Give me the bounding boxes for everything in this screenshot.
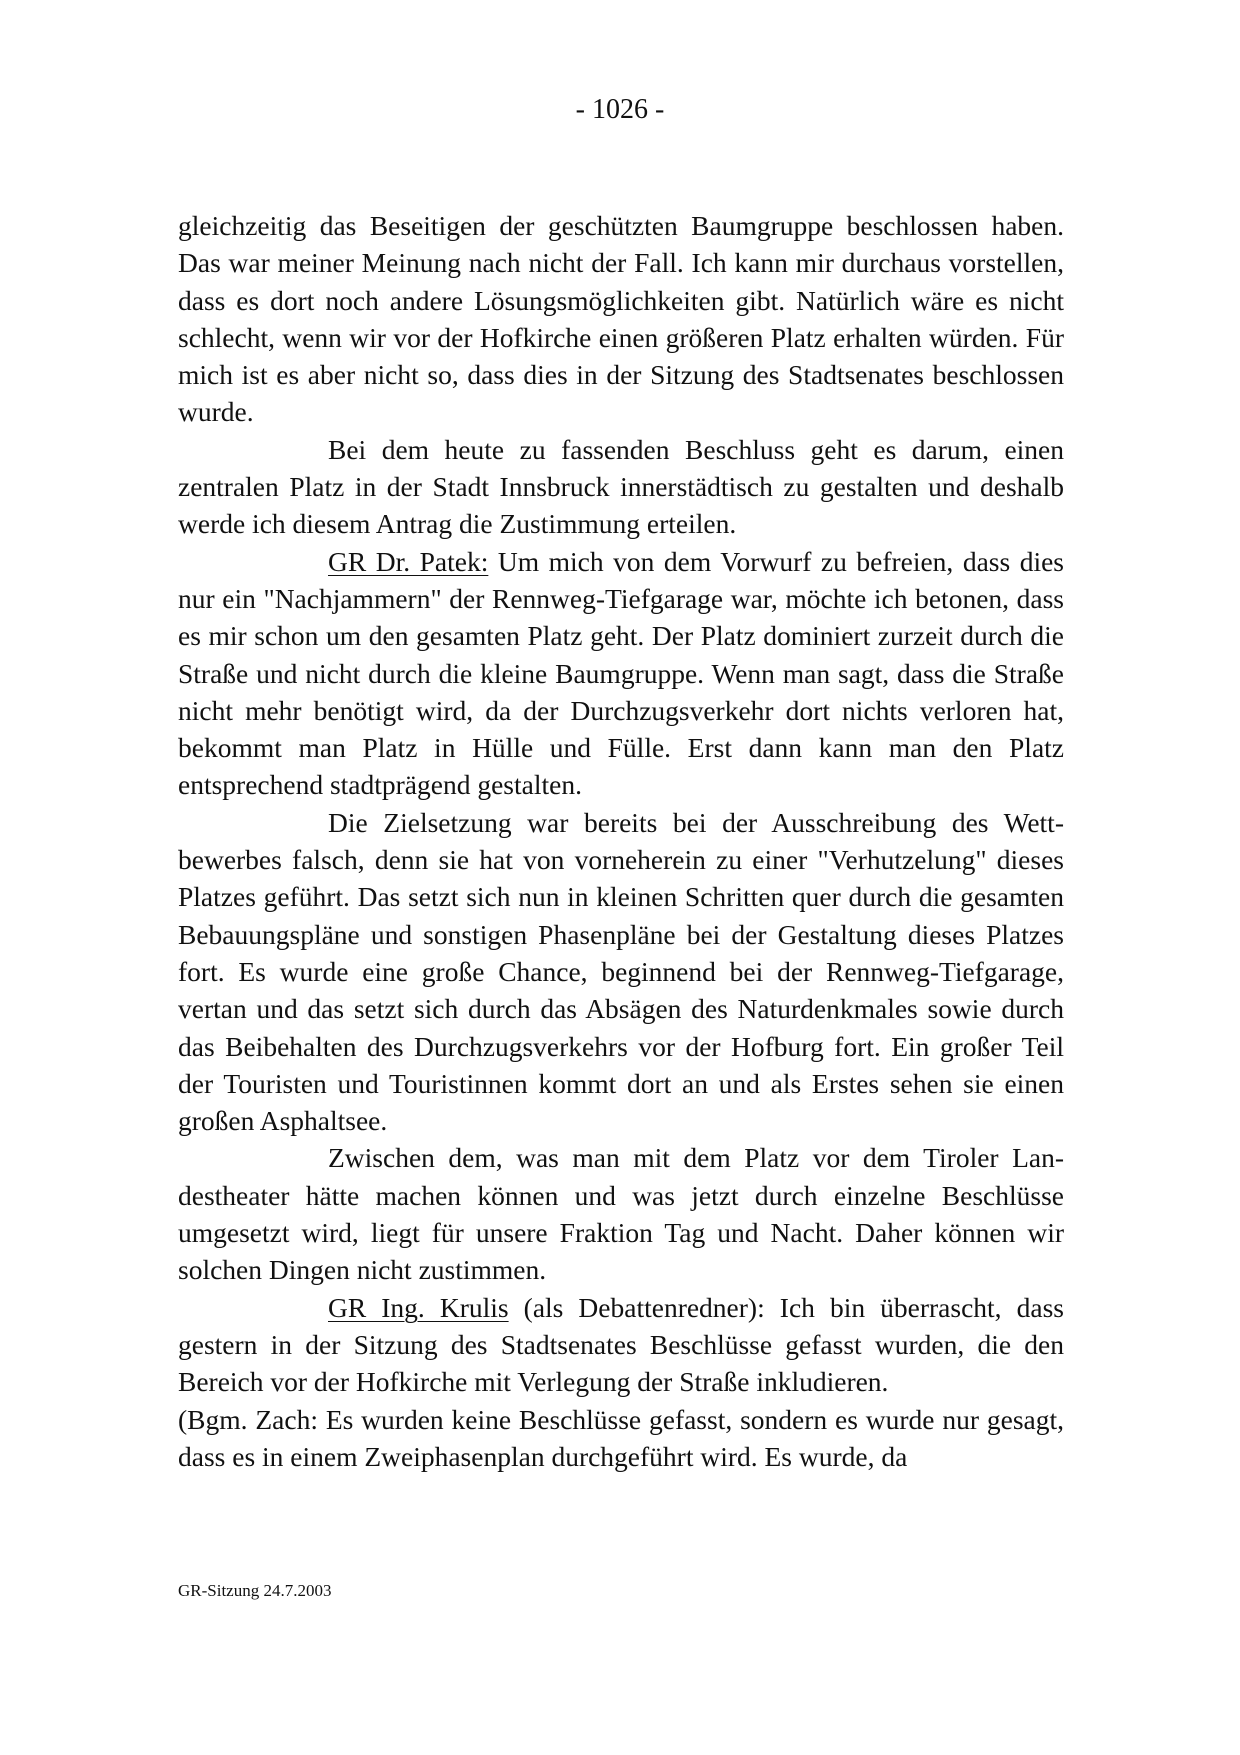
page-number: - 1026 - (575, 94, 665, 125)
paragraph-text: (als Debattenredner): Ich bin überrascht, dass gestern in der Sitzung des Stadtsenates Beschlüsse gefasst wurden, die den Bereich vor der Hofkirche mit Verlegung der Straße inkludieren. (178, 1291, 1064, 1398)
speech-paragraph (178, 543, 1064, 804)
paragraph-text: Um mich von dem Vorwurf zu befreien, dass dies nur ein "Nachjammern" der Rennweg-Tiefgarage war, möchte ich betonen, dass es mir schon um den gesamten Platz geht. Der Platz dominiert zurzeit durch die Straße und nicht durch die kleine Baumgruppe. Wenn man sagt, dass die Straße nicht mehr benötigt wird, da der Durchzugsverkehr dort nichts verloren hat, bekommt man Platz in Hülle und Fülle. Erst dann kann man den Platz entsprechend stadtprägend gestalten. (178, 545, 1064, 801)
paragraph-text: Bei dem heute zu fassenden Beschluss geht es darum, einen zentralen Platz in der Stadt Innsbruck innerstädtisch zu gestalten und deshalb werde ich diesem Antrag die Zustimmung erteilen. (178, 433, 1064, 540)
paragraph-text: (Bgm. Zach: Es wurden keine Beschlüsse gefasst, sondern es wurde nur gesagt, dass es in einem Zweiphasenplan durchgeführt wird. Es wurde, da (178, 1403, 1064, 1472)
paragraph (178, 1139, 1064, 1288)
interjection-paragraph (178, 1401, 1064, 1476)
paragraph-text: gleichzeitig das Beseitigen der geschützten Baumgruppe beschlossen haben. Das war meiner Meinung nach nicht der Fall. Ich kann mir durchaus vorstellen, dass es dort noch andere Lösungsmöglichkeiten gibt. Natürlich wäre es nicht schlecht, wenn wir vor der Hofkirche einen größeren Platz erhalten würden. Für mich ist es aber nicht so, dass dies in der Sitzung des Stadtsenates beschlossen wurde. (178, 210, 1064, 428)
paragraph-text: Zwischen dem, was man mit dem Platz vor dem Tiroler Landestheater hätte machen können und was jetzt durch einzelne Beschlüsse umgesetzt wird, liegt für unsere Fraktion Tag und Nacht. Daher können wir solchen Dingen nicht zustimmen. (178, 1142, 1064, 1286)
paragraph (178, 804, 1064, 1140)
paragraph (178, 431, 1064, 543)
paragraph-continuation (178, 207, 1064, 431)
speaker-name: GR Ing. Krulis (328, 1291, 509, 1323)
speaker-name: GR Dr. Patek: (328, 545, 489, 577)
document-body (178, 207, 1064, 1475)
footer-session-date: GR-Sitzung 24.7.2003 (178, 1581, 332, 1600)
paragraph-text: Die Zielsetzung war bereits bei der Ausschreibung des Wettbewerbes falsch, denn sie hat von vorneherein zu einer "Verhutzelung" dieses Platzes geführt. Das setzt sich nun in kleinen Schritten quer durch die gesamten Bebauungspläne und sonstigen Phasenpläne bei der Gestaltung dieses Platzes fort. Es wurde eine große Chance, beginnend bei der Rennweg-Tiefgarage, vertan und das setzt sich durch das Absägen des Naturdenkmales sowie durch das Beibehalten des Durchzugsverkehrs vor der Hofburg fort. Ein großer Teil der Touristen und Touristinnen kommt dort an und als Erstes sehen sie einen großen Asphaltsee. (178, 806, 1064, 1137)
speech-paragraph (178, 1289, 1064, 1401)
